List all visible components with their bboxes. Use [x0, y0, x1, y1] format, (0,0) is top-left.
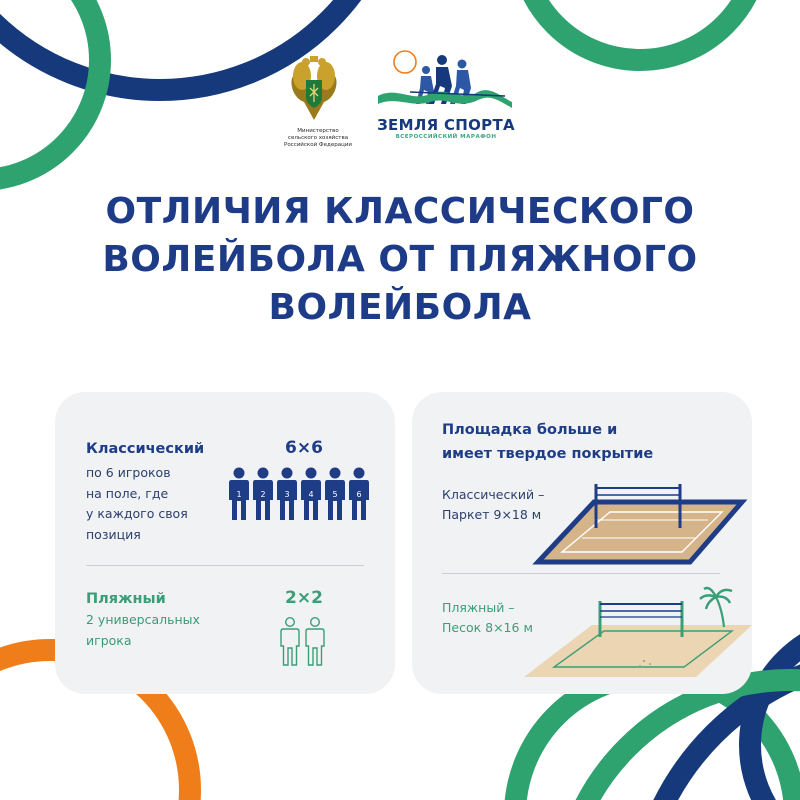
beach-court-label-line: Пляжный –	[442, 600, 515, 615]
page-title-line: ОТЛИЧИЯ КЛАССИЧЕСКОГО	[105, 191, 695, 232]
beach-description-line: 2 универсальных	[86, 612, 200, 627]
classic-description-line: по 6 игроков	[86, 465, 171, 480]
courts-heading	[442, 418, 653, 466]
ministry-name	[278, 128, 358, 149]
coat-of-arms-icon	[291, 56, 336, 120]
classic-court-label-line: Паркет 9×18 м	[442, 507, 542, 522]
position-number: 3	[284, 490, 290, 499]
marathon-subtitle: ВСЕРОССИЙСКИЙ МАРАФОН	[395, 134, 497, 140]
classic-label: Классический	[86, 441, 205, 457]
classic-description-line: на поле, где	[86, 485, 169, 501]
players-card	[55, 392, 395, 694]
page-title-line: ВОЛЕЙБОЛА	[268, 287, 532, 328]
classic-description-line: позиция	[86, 526, 141, 542]
courts-heading-line: имеет твердое покрытие	[442, 446, 654, 462]
position-number: 2	[260, 490, 266, 499]
beach-count: 2×2	[285, 588, 323, 608]
beach-court-label-line: Песок 8×16 м	[442, 620, 533, 635]
position-number: 1	[236, 490, 242, 499]
classic-court-label-line: Классический –	[442, 487, 545, 502]
divider	[442, 573, 720, 574]
page-title-line: ВОЛЕЙБОЛА ОТ ПЛЯЖНОГО	[102, 239, 698, 280]
classic-players-icons	[229, 467, 369, 523]
runners-logo-icon	[378, 51, 512, 108]
beach-court-label	[442, 598, 533, 638]
person-icon	[281, 618, 299, 665]
indoor-court-icon	[532, 482, 742, 564]
beach-label: Пляжный	[86, 591, 166, 607]
ministry-name-line: сельского хозяйства	[287, 135, 349, 141]
beach-description-line: игрока	[86, 632, 132, 648]
classic-description-line: у каждого своя	[86, 506, 188, 521]
palm-tree-icon	[700, 588, 732, 627]
classic-count: 6×6	[285, 438, 323, 458]
person-icon	[306, 618, 324, 665]
beach-description	[86, 610, 200, 651]
courts-card	[412, 392, 752, 694]
ministry-name-line: Российской Федерации	[284, 142, 352, 148]
courts-heading-line: Площадка больше и	[442, 422, 618, 438]
marathon-title: ЗЕМЛЯ СПОРТА	[377, 116, 515, 134]
beach-players-icons	[281, 616, 327, 668]
position-number: 4	[308, 490, 314, 499]
classic-court-label	[442, 485, 544, 525]
logos	[0, 0, 800, 170]
divider	[86, 565, 364, 566]
page-title	[40, 188, 760, 332]
position-number: 5	[332, 490, 338, 499]
beach-court-icon	[524, 587, 752, 677]
position-number: 6	[356, 490, 362, 499]
ministry-name-line: Министерство	[297, 128, 339, 134]
classic-description	[86, 463, 188, 545]
